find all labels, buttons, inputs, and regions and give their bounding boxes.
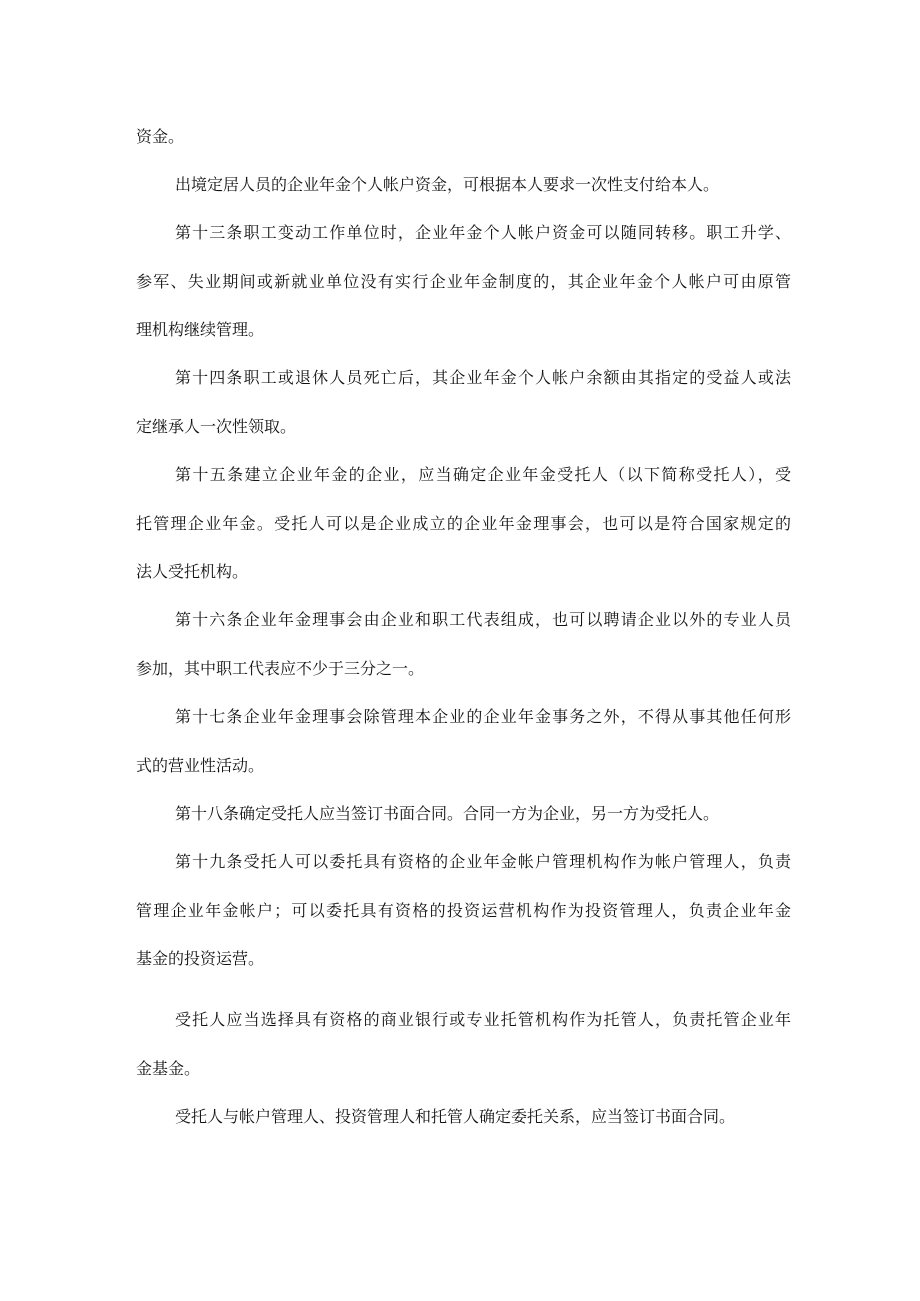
text-line: 参军、失业期间或新就业单位没有实行企业年金制度的，其企业年金个人帐户可由原管 [136, 271, 791, 291]
text-line: 资金。 [136, 127, 185, 146]
text-line: 理机构继续管理。 [136, 320, 265, 339]
text-line: 法人受托机构。 [136, 562, 249, 581]
text-line: 受托人应当选择具有资格的商业银行或专业托管机构作为托管人，负责托管企业年 [175, 1010, 791, 1029]
text-line: 参加，其中职工代表应不少于三分之一。 [136, 658, 425, 678]
text-line: 金基金。 [136, 1058, 201, 1078]
text-line: 定继承人一次性领取。 [136, 416, 297, 436]
paragraph-article-18 [136, 790, 791, 839]
text-line: 基金的投资运营。 [136, 949, 265, 968]
paragraph-custodian [136, 996, 791, 1093]
text-line: 第十八条确定受托人应当签订书面合同。合同一方为企业，另一方为受托人。 [175, 804, 720, 823]
paragraph-article-16 [136, 596, 791, 693]
text-line: 第十五条建立企业年金的企业，应当确定企业年金受托人（以下简称受托人），受 [175, 465, 791, 484]
text-line: 第十四条职工或退休人员死亡后，其企业年金个人帐户余额由其指定的受益人或法 [175, 368, 791, 387]
text-line: 受托人与帐户管理人、投资管理人和托管人确定委托关系，应当签订书面合同。 [175, 1107, 736, 1126]
text-line: 式的营业性活动。 [136, 755, 265, 775]
paragraph-article-13 [136, 209, 791, 355]
text-line: 托管理企业年金。受托人可以是企业成立的企业年金理事会，也可以是符合国家规定的 [136, 513, 791, 533]
text-line: 第十三条职工变动工作单位时，企业年金个人帐户资金可以随同转移。职工升学、 [175, 223, 791, 242]
paragraph-article-14 [136, 354, 791, 451]
paragraph-article-15 [136, 451, 791, 597]
paragraph-continuation [136, 113, 791, 162]
text-line: 出境定居人员的企业年金个人帐户资金，可根据本人要求一次性支付给本人。 [175, 175, 720, 194]
text-line: 第十九条受托人可以委托具有资格的企业年金帐户管理机构作为帐户管理人，负责 [175, 852, 791, 871]
paragraph-article-19 [136, 838, 791, 984]
text-line: 第十六条企业年金理事会由企业和职工代表组成，也可以聘请企业以外的专业人员 [175, 610, 791, 629]
paragraph-article-17 [136, 693, 791, 790]
text-line: 管理企业年金帐户；可以委托具有资格的投资运营机构作为投资管理人，负责企业年金 [136, 900, 791, 920]
paragraph [136, 161, 791, 210]
text-line: 第十七条企业年金理事会除管理本企业的企业年金事务之外，不得从事其他任何形 [175, 707, 791, 726]
paragraph-contract [136, 1093, 791, 1142]
